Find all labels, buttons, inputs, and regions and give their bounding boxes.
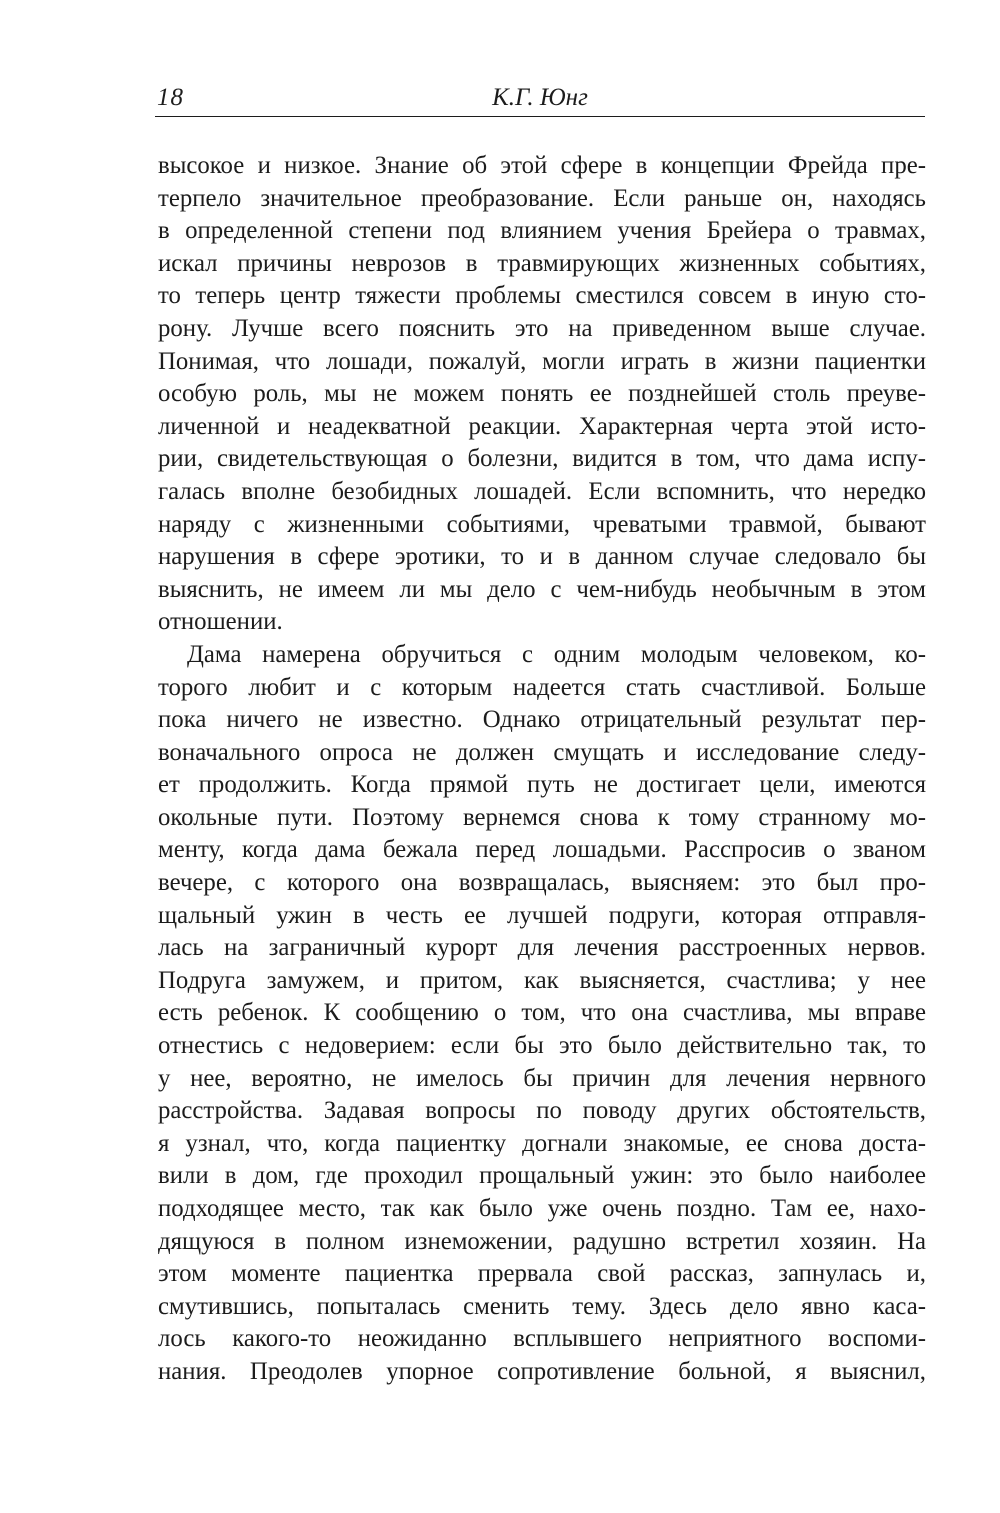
text-line: в определенной степени под влиянием учения Брейера о травмах, <box>158 217 926 245</box>
text-line: отношении. <box>158 608 283 636</box>
text-line: я узнал, что, когда пациентку догнали знакомые, ее снова доста- <box>158 1129 926 1157</box>
text-line: лась на заграничный курорт для лечения расстроенных нервов. <box>158 934 926 962</box>
text-line: смутившись, попыталась сменить тему. Здесь дело явно каса- <box>158 1292 926 1320</box>
text-line: выяснить, не имеем ли мы дело с чем-нибудь необычным в этом <box>158 575 926 603</box>
page-number: 18 <box>157 84 184 111</box>
text-line: торого любит и с которым надеется стать счастливой. Больше <box>158 673 926 701</box>
text-line: этом моменте пациентка прервала свой рассказ, запнулась и, <box>158 1260 926 1288</box>
text-line: то теперь центр тяжести проблемы сместился совсем в иную сто- <box>158 282 926 310</box>
text-line: отнестись с недоверием: если бы это было действительно так, то <box>158 1032 926 1060</box>
text-line: высокое и низкое. Знание об этой сфере в концепции Фрейда пре- <box>158 152 926 179</box>
running-header-author: К.Г. Юнг <box>492 84 588 111</box>
paragraph <box>158 150 926 639</box>
text-line: есть ребенок. К сообщению о том, что она счастлива, мы вправе <box>158 999 926 1027</box>
text-line: расстройства. Задавая вопросы по поводу других обстоятельств, <box>158 1097 926 1125</box>
text-line: искал причины неврозов в травмирующих жизненных событиях, <box>158 249 926 277</box>
text-line: вили в дом, где проходил прощальный ужин: это было наиболее <box>158 1162 926 1190</box>
running-header <box>155 84 925 117</box>
body-text <box>158 150 926 1389</box>
text-line: дящуюся в полном изнеможении, радушно встретил хозяин. На <box>158 1227 926 1255</box>
text-line: рии, свидетельствующая о болезни, видится в том, что дама испу- <box>158 445 926 473</box>
text-line: щальный ужин в честь ее лучшей подруги, которая отправля- <box>158 901 926 929</box>
text-line: менту, когда дама бежала перед лошадьми. Расспросив о званом <box>158 836 926 864</box>
text-line: ет продолжить. Когда прямой путь не достигает цели, имеются <box>158 771 926 799</box>
text-line: наряду с жизненными событиями, чреватыми травмой, бывают <box>158 510 926 538</box>
text-line: Подруга замужем, и притом, как выясняется, счастлива; у нее <box>158 966 926 994</box>
text-line: Понимая, что лошади, пожалуй, могли играть в жизни пациентки <box>158 347 926 375</box>
text-line: лось какого-то неожиданно всплывшего неприятного воспоми- <box>158 1325 926 1353</box>
text-line: нарушения в сфере эротики, то и в данном случае следовало бы <box>158 543 926 571</box>
text-line: окольные пути. Поэтому вернемся снова к тому странному мо- <box>158 803 926 831</box>
text-line: подходящее место, так как было уже очень поздно. Там ее, нахо- <box>158 1195 926 1222</box>
text-line: терпело значительное преобразование. Если раньше он, находясь <box>158 184 926 212</box>
paragraph <box>158 639 926 1389</box>
text-line: нания. Преодолев упорное сопротивление больной, я выяснил, <box>158 1357 926 1385</box>
text-line: личенной и неадекватной реакции. Характерная черта этой исто- <box>158 412 926 440</box>
text-line: вечере, с которого она возвращалась, выясняем: это был про- <box>158 869 926 897</box>
text-line: у нее, вероятно, не имелось бы причин для лечения нервного <box>158 1064 926 1092</box>
text-line: галась вполне безобидных лошадей. Если вспомнить, что нередко <box>158 477 926 505</box>
text-line: Дама намерена обручиться с одним молодым человеком, ко- <box>187 640 926 668</box>
text-line: особую роль, мы не можем понять ее позднейшей столь преуве- <box>158 380 926 408</box>
text-line: воначального опроса не должен смущать и исследование следу- <box>158 738 926 766</box>
text-line: пока ничего не известно. Однако отрицательный результат пер- <box>158 706 926 734</box>
text-line: рону. Лучше всего пояснить это на приведенном выше случае. <box>158 314 926 342</box>
